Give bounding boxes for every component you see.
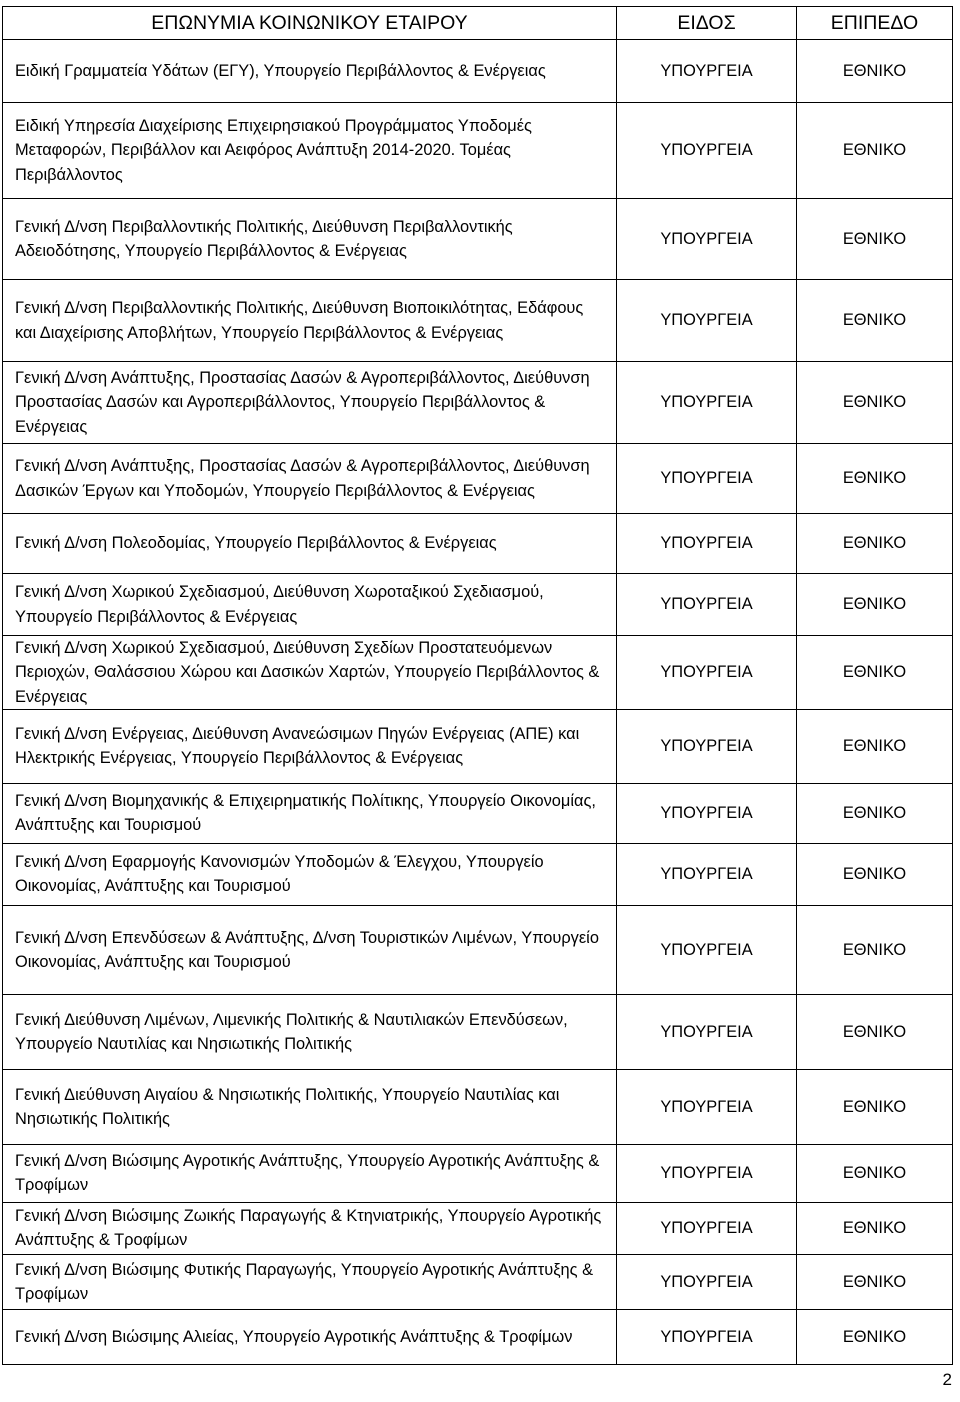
partner-level-cell: ΕΘΝΙΚΟ — [797, 103, 953, 199]
table-row — [3, 40, 953, 103]
partner-level-cell: ΕΘΝΙΚΟ — [797, 905, 953, 994]
table-row — [3, 1309, 953, 1364]
partner-name-cell: Γενική Δ/νση Ενέργειας, Διεύθυνση Ανανεώσιμων Πηγών Ενέργειας (ΑΠΕ) και Ηλεκτρικής Ενέργειας, Υπουργείο Περιβάλλοντος & Ενέργειας — [3, 709, 617, 783]
table-body — [3, 40, 953, 1365]
partner-name-cell: Γενική Δ/νση Περιβαλλοντικής Πολιτικής, Διεύθυνση Περιβαλλοντικής Αδειοδότησης, Υπουργείο Περιβάλλοντος & Ενέργειας — [3, 199, 617, 280]
table-row — [3, 1254, 953, 1309]
partner-type-cell: ΥΠΟΥΡΓΕΙΑ — [617, 1254, 797, 1309]
table-row — [3, 905, 953, 994]
table-row — [3, 636, 953, 710]
partner-name-cell: Γενική Δ/νση Περιβαλλοντικής Πολιτικής, Διεύθυνση Βιοποικιλότητας, Εδάφους και Διαχείρισης Αποβλήτων, Υπουργείο Περιβάλλοντος & Ενέργειας — [3, 280, 617, 362]
partner-type-cell: ΥΠΟΥΡΓΕΙΑ — [617, 1069, 797, 1144]
partner-type-cell: ΥΠΟΥΡΓΕΙΑ — [617, 574, 797, 636]
partner-level-cell: ΕΘΝΙΚΟ — [797, 709, 953, 783]
partner-level-cell: ΕΘΝΙΚΟ — [797, 1309, 953, 1364]
table-row — [3, 514, 953, 574]
partner-level-cell: ΕΘΝΙΚΟ — [797, 280, 953, 362]
table-row — [3, 362, 953, 444]
partner-name-cell: Γενική Δ/νση Βιομηχανικής & Επιχειρηματικής Πολίτικης, Υπουργείο Οικονομίας, Ανάπτυξης και Τουρισμού — [3, 783, 617, 843]
table-row — [3, 1144, 953, 1202]
partner-level-cell: ΕΘΝΙΚΟ — [797, 1202, 953, 1254]
partner-name-cell: Γενική Δ/νση Χωρικού Σχεδιασμού, Διεύθυνση Σχεδίων Προστατευόμενων Περιοχών, Θαλάσσιου Χώρου και Δασικών Χαρτών, Υπουργείο Περιβάλλοντος & Ενέργειας — [3, 636, 617, 710]
table-row — [3, 709, 953, 783]
partner-type-cell: ΥΠΟΥΡΓΕΙΑ — [617, 709, 797, 783]
partner-name-cell: Γενική Δ/νση Χωρικού Σχεδιασμού, Διεύθυνση Χωροταξικού Σχεδιασμού, Υπουργείο Περιβάλλοντος & Ενέργειας — [3, 574, 617, 636]
partner-level-cell: ΕΘΝΙΚΟ — [797, 444, 953, 514]
partner-level-cell: ΕΘΝΙΚΟ — [797, 783, 953, 843]
partner-type-cell: ΥΠΟΥΡΓΕΙΑ — [617, 362, 797, 444]
partner-type-cell: ΥΠΟΥΡΓΕΙΑ — [617, 1309, 797, 1364]
partner-type-cell: ΥΠΟΥΡΓΕΙΑ — [617, 636, 797, 710]
partner-type-cell: ΥΠΟΥΡΓΕΙΑ — [617, 103, 797, 199]
partner-level-cell: ΕΘΝΙΚΟ — [797, 994, 953, 1069]
partner-name-cell: Γενική Διεύθυνση Λιμένων, Λιμενικής Πολιτικής & Ναυτιλιακών Επενδύσεων, Υπουργείο Ναυτιλίας και Νησιωτικής Πολιτικής — [3, 994, 617, 1069]
table-row — [3, 1069, 953, 1144]
partner-name-cell: Γενική Δ/νση Βιώσιμης Φυτικής Παραγωγής, Υπουργείο Αγροτικής Ανάπτυξης & Τροφίμων — [3, 1254, 617, 1309]
partner-type-cell: ΥΠΟΥΡΓΕΙΑ — [617, 514, 797, 574]
table-header — [3, 7, 953, 40]
partner-name-cell: Ειδική Γραμματεία Υδάτων (ΕΓΥ), Υπουργείο Περιβάλλοντος & Ενέργειας — [3, 40, 617, 103]
partner-level-cell: ΕΘΝΙΚΟ — [797, 843, 953, 905]
partner-level-cell: ΕΘΝΙΚΟ — [797, 1254, 953, 1309]
partner-type-cell: ΥΠΟΥΡΓΕΙΑ — [617, 444, 797, 514]
table-row — [3, 994, 953, 1069]
page-number: 2 — [942, 1370, 952, 1389]
partner-level-cell: ΕΘΝΙΚΟ — [797, 1144, 953, 1202]
partner-name-cell: Γενική Δ/νση Ανάπτυξης, Προστασίας Δασών & Αγροπεριβάλλοντος, Διεύθυνση Προστασίας Δασών και Αγροπεριβάλλοντος, Υπουργείο Περιβάλλοντος & Ενέργειας — [3, 362, 617, 444]
partner-type-cell: ΥΠΟΥΡΓΕΙΑ — [617, 905, 797, 994]
partner-type-cell: ΥΠΟΥΡΓΕΙΑ — [617, 1144, 797, 1202]
partner-type-cell: ΥΠΟΥΡΓΕΙΑ — [617, 40, 797, 103]
partner-type-cell: ΥΠΟΥΡΓΕΙΑ — [617, 783, 797, 843]
header-row — [3, 7, 953, 40]
partner-name-cell: Γενική Δ/νση Βιώσιμης Αλιείας, Υπουργείο Αγροτικής Ανάπτυξης & Τροφίμων — [3, 1309, 617, 1364]
table-row — [3, 280, 953, 362]
partner-name-cell: Γενική Διεύθυνση Αιγαίου & Νησιωτικής Πολιτικής, Υπουργείο Ναυτιλίας και Νησιωτικής Πολιτικής — [3, 1069, 617, 1144]
partner-level-cell: ΕΘΝΙΚΟ — [797, 574, 953, 636]
partners-table — [2, 6, 953, 1365]
table-row — [3, 444, 953, 514]
partner-level-cell: ΕΘΝΙΚΟ — [797, 40, 953, 103]
table-row — [3, 783, 953, 843]
table-row — [3, 574, 953, 636]
partner-type-cell: ΥΠΟΥΡΓΕΙΑ — [617, 994, 797, 1069]
partner-name-cell: Γενική Δ/νση Βιώσιμης Ζωικής Παραγωγής & Κτηνιατρικής, Υπουργείο Αγροτικής Ανάπτυξης & Τροφίμων — [3, 1202, 617, 1254]
partner-type-cell: ΥΠΟΥΡΓΕΙΑ — [617, 280, 797, 362]
partner-level-cell: ΕΘΝΙΚΟ — [797, 636, 953, 710]
partner-name-cell: Γενική Δ/νση Πολεοδομίας, Υπουργείο Περιβάλλοντος & Ενέργειας — [3, 514, 617, 574]
partner-name-cell: Γενική Δ/νση Ανάπτυξης, Προστασίας Δασών & Αγροπεριβάλλοντος, Διεύθυνση Δασικών Έργων και Υποδομών, Υπουργείο Περιβάλλοντος & Ενέργειας — [3, 444, 617, 514]
partner-level-cell: ΕΘΝΙΚΟ — [797, 199, 953, 280]
table-row — [3, 199, 953, 280]
partner-name-cell: Γενική Δ/νση Επενδύσεων & Ανάπτυξης, Δ/νση Τουριστικών Λιμένων, Υπουργείο Οικονομίας, Ανάπτυξης και Τουρισμού — [3, 905, 617, 994]
table-row — [3, 103, 953, 199]
partner-name-cell: Γενική Δ/νση Εφαρμογής Κανονισμών Υποδομών & Έλεγχου, Υπουργείο Οικονομίας, Ανάπτυξης και Τουρισμού — [3, 843, 617, 905]
table-row — [3, 1202, 953, 1254]
partner-name-cell: Γενική Δ/νση Βιώσιμης Αγροτικής Ανάπτυξης, Υπουργείο Αγροτικής Ανάπτυξης & Τροφίμων — [3, 1144, 617, 1202]
header-name: ΕΠΩΝΥΜΙΑ ΚΟΙΝΩΝΙΚΟΥ ΕΤΑΙΡΟΥ — [3, 7, 617, 40]
partner-type-cell: ΥΠΟΥΡΓΕΙΑ — [617, 199, 797, 280]
header-type: ΕΙΔΟΣ — [617, 7, 797, 40]
partner-type-cell: ΥΠΟΥΡΓΕΙΑ — [617, 1202, 797, 1254]
header-level: ΕΠΙΠΕΔΟ — [797, 7, 953, 40]
partner-name-cell: Ειδική Υπηρεσία Διαχείρισης Επιχειρησιακού Προγράμματος Υποδομές Μεταφορών, Περιβάλλον και Αειφόρος Ανάπτυξη 2014-2020. Τομέας Περιβάλλοντος — [3, 103, 617, 199]
partner-type-cell: ΥΠΟΥΡΓΕΙΑ — [617, 843, 797, 905]
partner-level-cell: ΕΘΝΙΚΟ — [797, 362, 953, 444]
table-row — [3, 843, 953, 905]
partner-level-cell: ΕΘΝΙΚΟ — [797, 1069, 953, 1144]
partner-level-cell: ΕΘΝΙΚΟ — [797, 514, 953, 574]
